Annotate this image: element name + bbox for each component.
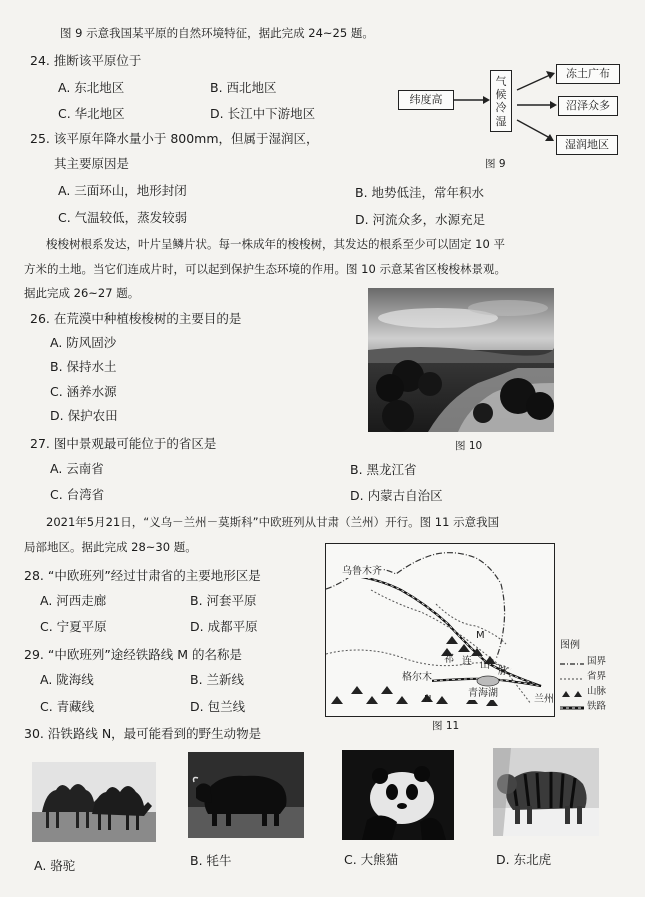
map-label-urumqi: 乌鲁木齐 xyxy=(342,566,382,577)
legend-item-mountain xyxy=(560,686,620,701)
map-label-golmud: 格尔木 xyxy=(402,672,432,683)
q26-option-d[interactable]: D. 保护农田 xyxy=(50,408,118,423)
legend-label-province: 省界 xyxy=(587,671,607,682)
question-30-stem: 30. 沿铁路线 N，最可能看到的野生动物是 xyxy=(24,726,262,741)
q25-option-c[interactable]: C. 气温较低，蒸发较弱 xyxy=(58,210,188,225)
q27-option-b[interactable]: B. 黑龙江省 xyxy=(350,462,417,477)
q27-option-c[interactable]: C. 台湾省 xyxy=(50,487,105,502)
q30-option-b[interactable]: B. 牦牛 xyxy=(190,853,232,868)
fig9-latitude-box: 纬度高 xyxy=(398,90,454,110)
q28-option-a[interactable]: A. 河西走廊 xyxy=(40,593,107,608)
figure-9-caption: 图 9 xyxy=(485,158,506,170)
map-label-lanzhou: 兰州 xyxy=(534,694,554,705)
q28-option-b[interactable]: B. 河套平原 xyxy=(190,593,257,608)
legend-item-border xyxy=(560,656,620,671)
map-label-qilian-2: 连 xyxy=(462,656,472,667)
panda-photo[interactable] xyxy=(342,750,454,840)
map-label-qilian-3: 山 xyxy=(480,660,490,671)
q28-option-c[interactable]: C. 宁夏平原 xyxy=(40,619,107,634)
legend-label-mountain: 山脉 xyxy=(587,686,607,697)
figure-10-photo xyxy=(368,288,554,432)
question-26-stem: 26. 在荒漠中种植梭梭树的主要目的是 xyxy=(30,311,242,326)
figure-10-caption: 图 10 xyxy=(455,440,483,452)
question-27-stem: 27. 图中景观最可能位于的省区是 xyxy=(30,436,217,451)
yak-photo[interactable] xyxy=(188,752,304,838)
map-label-m: M xyxy=(476,630,485,641)
map-label-qilian-4: 脉 xyxy=(498,666,508,677)
q27-option-d[interactable]: D. 内蒙古自治区 xyxy=(350,488,443,503)
q25-option-a[interactable]: A. 三面环山，地形封闭 xyxy=(58,183,187,198)
intro-saxaul-2: 方米的土地。当它们连成片时，可以起到保护生态环境的作用。图 10 示意某省区梭梭林景观。 xyxy=(24,262,506,276)
map-label-n: N xyxy=(424,694,432,705)
fig9-permafrost-box: 冻土广布 xyxy=(556,64,620,84)
question-25-stem-1: 25. 该平原年降水量小于 800mm，但属于湿润区， xyxy=(30,131,319,146)
intro-fig9: 图 9 示意我国某平原的自然环境特征，据此完成 24~25 题。 xyxy=(60,26,374,40)
fig9-climate-box: 气候冷湿 xyxy=(490,70,512,132)
legend-title: 图例 xyxy=(560,640,580,651)
legend-label-border: 国界 xyxy=(587,656,607,667)
q26-option-c[interactable]: C. 涵养水源 xyxy=(50,384,117,399)
map-label-qinghai-lake: 青海湖 xyxy=(468,688,498,699)
intro-saxaul-3: 据此完成 26~27 题。 xyxy=(24,286,140,300)
question-25-stem-2: 其主要原因是 xyxy=(54,156,130,171)
map-label-qilian-1: 祁 xyxy=(444,654,454,665)
q26-option-a[interactable]: A. 防风固沙 xyxy=(50,335,117,350)
q29-option-c[interactable]: C. 青藏线 xyxy=(40,699,95,714)
q30-option-d[interactable]: D. 东北虎 xyxy=(496,852,552,867)
legend-item-province xyxy=(560,671,620,686)
q30-option-a[interactable]: A. 骆驼 xyxy=(34,858,76,873)
tiger-photo[interactable] xyxy=(493,748,599,836)
q24-option-d[interactable]: D. 长江中下游地区 xyxy=(210,106,316,121)
intro-train-2: 局部地区。据此完成 28~30 题。 xyxy=(24,540,197,554)
intro-train-1: 2021年5月21日，“义乌－兰州－莫斯科”中欧班列从甘肃（兰州）开行。图 11 示意我国 xyxy=(46,515,500,529)
legend-label-railway: 铁路 xyxy=(587,701,607,712)
q26-option-b[interactable]: B. 保持水土 xyxy=(50,359,117,374)
figure-11-caption: 图 11 xyxy=(432,720,460,732)
camel-photo[interactable] xyxy=(32,762,156,842)
q24-option-b[interactable]: B. 西北地区 xyxy=(210,80,277,95)
fig9-swamp-box: 沼泽众多 xyxy=(558,96,618,116)
question-28-stem: 28. “中欧班列”经过甘肃省的主要地形区是 xyxy=(24,568,261,583)
q28-option-d[interactable]: D. 成都平原 xyxy=(190,619,258,634)
q30-option-c[interactable]: C. 大熊猫 xyxy=(344,852,399,867)
map-legend xyxy=(560,640,620,716)
question-24-stem: 24. 推断该平原位于 xyxy=(30,53,142,68)
q29-option-b[interactable]: B. 兰新线 xyxy=(190,672,245,687)
q29-option-a[interactable]: A. 陇海线 xyxy=(40,672,94,687)
q27-option-a[interactable]: A. 云南省 xyxy=(50,461,104,476)
intro-saxaul-1: 梭梭树根系发达，叶片呈鳞片状。每一株成年的梭梭树，其发达的根系至少可以固定 10 平 xyxy=(46,237,505,251)
q24-option-a[interactable]: A. 东北地区 xyxy=(58,80,125,95)
figure-11-map xyxy=(325,543,555,717)
q25-option-b[interactable]: B. 地势低洼，常年积水 xyxy=(355,185,485,200)
q25-option-d[interactable]: D. 河流众多，水源充足 xyxy=(355,212,486,227)
question-29-stem: 29. “中欧班列”途经铁路线 M 的名称是 xyxy=(24,647,243,662)
q29-option-d[interactable]: D. 包兰线 xyxy=(190,699,246,714)
fig9-humid-box: 湿润地区 xyxy=(556,135,618,155)
q24-option-c[interactable]: C. 华北地区 xyxy=(58,106,125,121)
legend-item-railway xyxy=(560,701,620,716)
